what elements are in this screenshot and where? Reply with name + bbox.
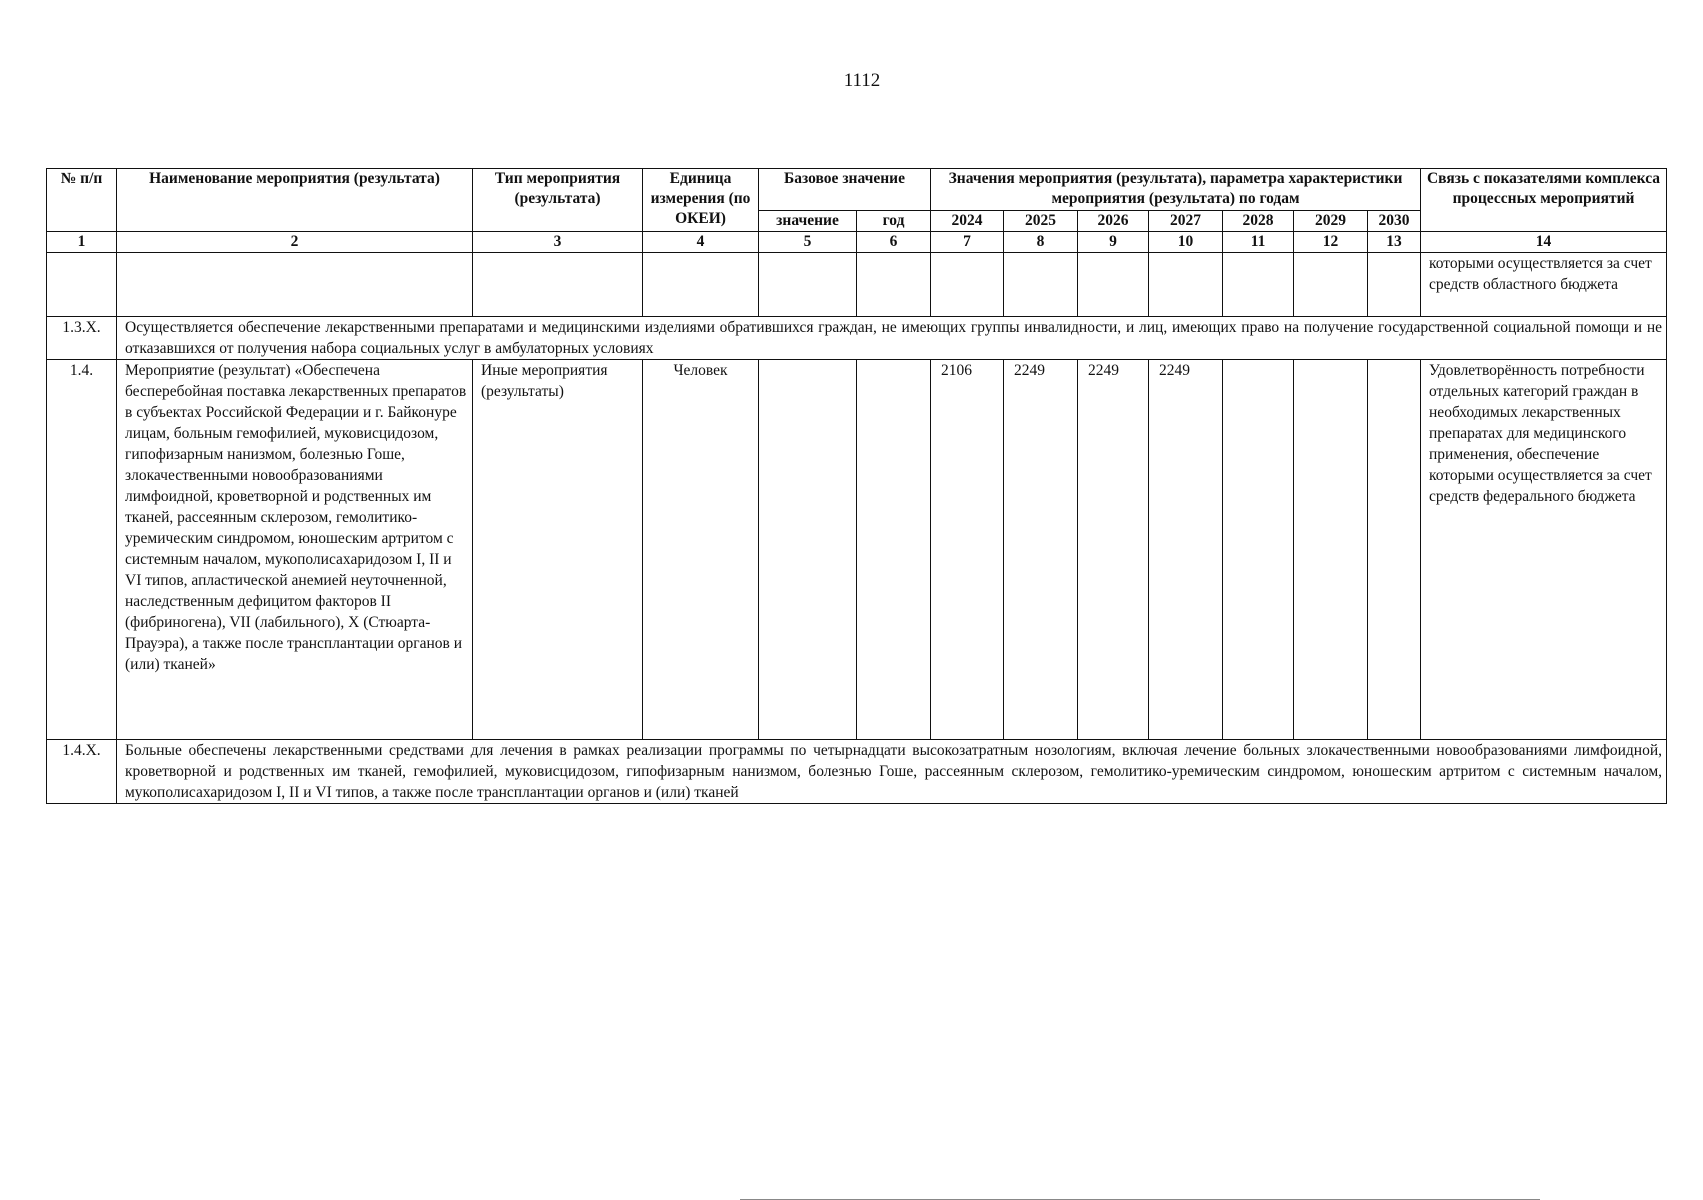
column-number: 4 bbox=[643, 232, 759, 253]
value-2027: 2249 bbox=[1149, 360, 1223, 740]
column-number: 7 bbox=[931, 232, 1004, 253]
column-number: 8 bbox=[1004, 232, 1078, 253]
header-year-2025: 2025 bbox=[1004, 211, 1078, 232]
column-number: 10 bbox=[1149, 232, 1223, 253]
value-2029 bbox=[1294, 360, 1368, 740]
column-number: 12 bbox=[1294, 232, 1368, 253]
column-number: 14 bbox=[1421, 232, 1667, 253]
row-1-4-x bbox=[47, 740, 1667, 804]
measure-type: Иные мероприятия (результаты) bbox=[473, 360, 643, 740]
header-type: Тип мероприятия (результата) bbox=[473, 169, 643, 232]
row-1-3-x bbox=[47, 317, 1667, 360]
row-number: 1.3.X. bbox=[47, 317, 117, 360]
header-year-2029: 2029 bbox=[1294, 211, 1368, 232]
empty-cell bbox=[643, 253, 759, 317]
value-2024: 2106 bbox=[931, 360, 1004, 740]
row-number: 1.4.X. bbox=[47, 740, 117, 804]
empty-cell bbox=[1078, 253, 1149, 317]
empty-cell bbox=[931, 253, 1004, 317]
value-2025: 2249 bbox=[1004, 360, 1078, 740]
measure-link: Удовлетворённость потребности отдельных категорий граждан в необходимых лекарственных препаратах для медицинского применения, обеспечение которыми осуществляется за счет средств федерального бюджета bbox=[1421, 360, 1667, 740]
header-base-value: значение bbox=[759, 211, 857, 232]
row-description: Больные обеспечены лекарственными средствами для лечения в рамках реализации программы по четырнадцати высокозатратным нозологиям, включая лечение больных злокачественными новообразованиями лимфоидной, кроветворной и родственных им тканей, гемофилией, муковисцидозом, гипофизарным нанизмом, болезнью Гоше, рассеянным склерозом, гемолитико-уремическим синдромом, юношеским артритом с системным началом, мукополисахаридозом I, II и VI типов, а также после трансплантации органов и (или) тканей bbox=[117, 740, 1667, 804]
header-year-2030: 2030 bbox=[1368, 211, 1421, 232]
header-base-year: год bbox=[857, 211, 931, 232]
value-2026: 2249 bbox=[1078, 360, 1149, 740]
column-number: 11 bbox=[1223, 232, 1294, 253]
measure-name: Мероприятие (результат) «Обеспечена бесперебойная поставка лекарственных препаратов в субъектах Российской Федерации и г. Байконуре лицам, больным гемофилией, муковисцидозом, гипофизарным нанизмом, болезнью Гоше, злокачественными новообразованиями лимфоидной, кроветворной и родственных им тканей, рассеянным склерозом, гемолитико-уремическим синдромом, юношеским артритом с системным началом, мукополисахаридозом I, II и VI типов, апластической анемией неуточненной, наследственным дефицитом факторов II (фибриногена), VII (лабильного), X (Стюарта-Прауэра), а также после трансплантации органов и (или) тканей» bbox=[117, 360, 473, 740]
header-values-group: Значения мероприятия (результата), параметра характеристики мероприятия (результата) по годам bbox=[931, 169, 1421, 211]
page-number: 1112 bbox=[843, 70, 881, 91]
column-number: 1 bbox=[47, 232, 117, 253]
empty-cell bbox=[1368, 253, 1421, 317]
header-row-1 bbox=[47, 169, 1667, 211]
header-year-2026: 2026 bbox=[1078, 211, 1149, 232]
header-year-2027: 2027 bbox=[1149, 211, 1223, 232]
empty-cell bbox=[117, 253, 473, 317]
header-num: № п/п bbox=[47, 169, 117, 232]
measures-table bbox=[46, 168, 1667, 804]
row-number: 1.4. bbox=[47, 360, 117, 740]
empty-cell bbox=[759, 253, 857, 317]
empty-cell bbox=[1294, 253, 1368, 317]
header-unit: Единица измерения (по ОКЕИ) bbox=[643, 169, 759, 232]
header-name: Наименование мероприятия (результата) bbox=[117, 169, 473, 232]
column-number: 3 bbox=[473, 232, 643, 253]
continuation-row bbox=[47, 253, 1667, 317]
value-2028 bbox=[1223, 360, 1294, 740]
row-description: Осуществляется обеспечение лекарственными препаратами и медицинскими изделиями обратившихся граждан, не имеющих группы инвалидности, и лиц, имеющих право на получение государственной социальной помощи и не отказавшихся от получения набора социальных услуг в амбулаторных условиях bbox=[117, 317, 1667, 360]
column-number: 6 bbox=[857, 232, 931, 253]
column-numbers-row bbox=[47, 232, 1667, 253]
value-2030 bbox=[1368, 360, 1421, 740]
empty-cell bbox=[1223, 253, 1294, 317]
row-1-4 bbox=[47, 360, 1667, 740]
column-number: 13 bbox=[1368, 232, 1421, 253]
base-year bbox=[857, 360, 931, 740]
column-number: 9 bbox=[1078, 232, 1149, 253]
measure-unit: Человек bbox=[643, 360, 759, 740]
base-value bbox=[759, 360, 857, 740]
header-base: Базовое значение bbox=[759, 169, 931, 211]
header-link: Связь с показателями комплекса процессных мероприятий bbox=[1421, 169, 1667, 232]
empty-cell bbox=[857, 253, 931, 317]
continuation-link-cell: которыми осуществляется за счет средств областного бюджета bbox=[1421, 253, 1667, 317]
empty-cell bbox=[1149, 253, 1223, 317]
column-number: 5 bbox=[759, 232, 857, 253]
empty-cell bbox=[473, 253, 643, 317]
header-year-2024: 2024 bbox=[931, 211, 1004, 232]
header-year-2028: 2028 bbox=[1223, 211, 1294, 232]
column-number: 2 bbox=[117, 232, 473, 253]
empty-cell bbox=[47, 253, 117, 317]
empty-cell bbox=[1004, 253, 1078, 317]
